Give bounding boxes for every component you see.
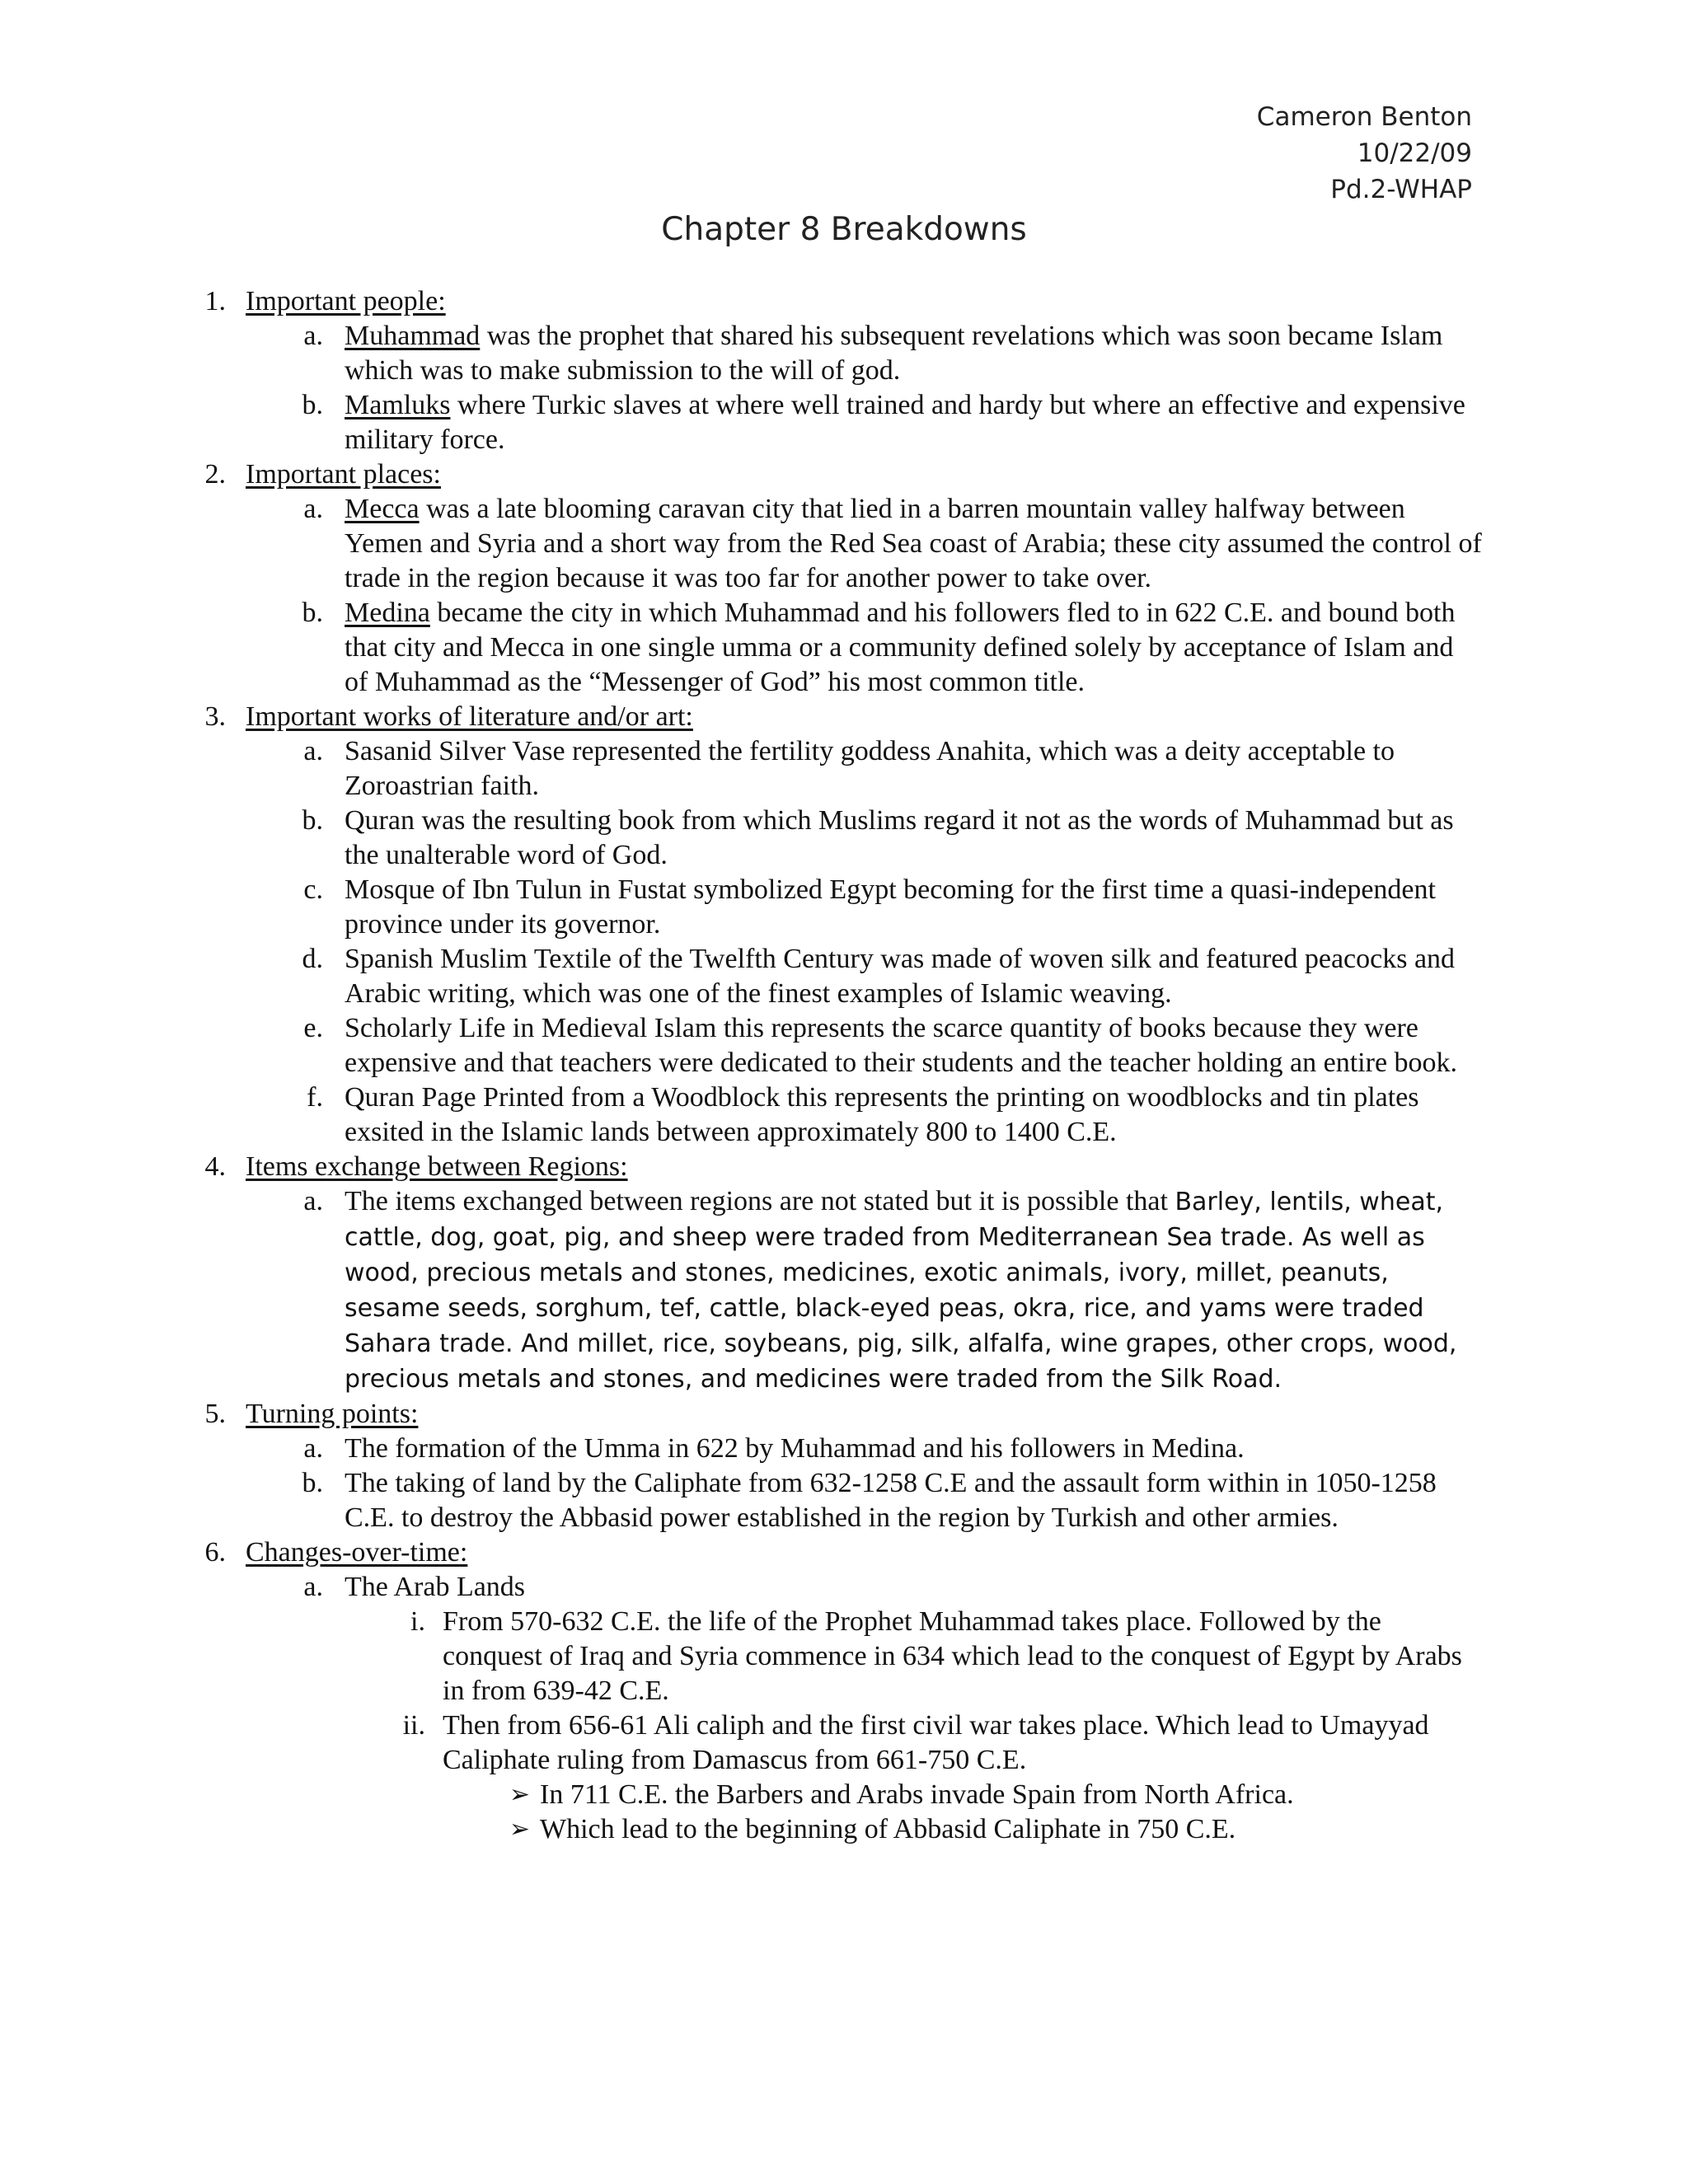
key-term: Medina: [345, 598, 430, 628]
section-number: 1.: [204, 286, 226, 316]
list-item: [0, 596, 1688, 700]
item-roman: ii.: [402, 1710, 425, 1741]
item-letter: d.: [302, 944, 323, 974]
item-text: was the prophet that shared his subsequent revelations which was soon became Islam which was to make submission to the will of god.: [345, 321, 1443, 386]
list-item: [0, 804, 1688, 873]
item-letter: b.: [302, 1468, 323, 1498]
item-letter: c.: [303, 874, 323, 905]
item-text: was a late blooming caravan city that lied in a barren mountain valley halfway between Yemen and Syria and a short way from the Red Sea coast of Arabia; these city assumed the control of trade in the region because it was too far for another power to take over.: [345, 494, 1482, 593]
section-important-people: [0, 284, 1688, 319]
list-item: [0, 1184, 1688, 1397]
item-letter: b.: [302, 598, 323, 628]
document-date: 10/22/09: [1357, 138, 1472, 168]
item-letter: f.: [307, 1082, 323, 1113]
author-header: [1257, 99, 1472, 208]
item-letter: a.: [303, 321, 323, 351]
item-text: Sasanid Silver Vase represented the fertility goddess Anahita, which was a deity acceptable to Zoroastrian faith.: [345, 736, 1395, 801]
key-term: Mamluks: [345, 390, 451, 420]
item-text: Quran was the resulting book from which Muslims regard it not as the words of Muhammad but as the unalterable word of God.: [345, 805, 1454, 870]
item-text: became the city in which Muhammad and his followers fled to in 622 C.E. and bound both that city and Mecca in one single umma or a community defined solely by acceptance of Islam and of Muhammad as the “Messenger of God” his most common title.: [345, 598, 1456, 697]
item-text: Which lead to the beginning of Abbasid Caliphate in 750 C.E.: [540, 1814, 1236, 1844]
key-term: Muhammad: [345, 321, 481, 351]
list-item: [0, 492, 1688, 596]
item-text: In 711 C.E. the Barbers and Arabs invade Spain from North Africa.: [540, 1779, 1294, 1810]
arrow-bullet-icon: ➢: [509, 1781, 530, 1808]
section-heading: Turning points:: [246, 1399, 419, 1429]
list-item: [0, 388, 1688, 457]
bullet-item: [0, 1778, 1688, 1812]
list-item: [0, 942, 1688, 1011]
list-item: [0, 734, 1688, 804]
item-letter: a.: [303, 1186, 323, 1216]
item-text: Then from 656-61 Ali caliph and the first civil war takes place. Which lead to Umayyad Caliphate ruling from Damascus from 661-750 C.E.: [443, 1710, 1429, 1775]
section-heading: Important people:: [246, 286, 446, 316]
item-text: The Arab Lands: [345, 1572, 526, 1602]
item-letter: b.: [302, 390, 323, 420]
list-item: [0, 1432, 1688, 1466]
sub-list-item: [0, 1708, 1688, 1778]
item-letter: a.: [303, 494, 323, 524]
section-items-exchange: [0, 1150, 1688, 1184]
outline-body: [0, 284, 1688, 1847]
item-letter: a.: [303, 1572, 323, 1602]
key-term: Mecca: [345, 494, 420, 524]
section-works-literature-art: [0, 700, 1688, 734]
item-letter: e.: [303, 1013, 323, 1043]
item-text-sans: Barley, lentils, wheat, cattle, dog, goat, pig, and sheep were traded from Mediterranean Sea trade. As well as wood, precious metals and stones, medicines, exotic animals, ivory, millet, peanuts, sesame seeds, sorghum, tef, cattle, black-eyed peas, okra, rice, and yams were traded Sahara trade. And millet, rice, soybeans, pig, silk, alfalfa, wine grapes, other crops, wood, precious metals and stones, and medicines were traded from the Silk Road.: [345, 1188, 1457, 1394]
section-number: 5.: [204, 1399, 226, 1429]
item-letter: a.: [303, 1433, 323, 1464]
item-text: where Turkic slaves at where well trained and hardy but where an effective and expensive military force.: [345, 390, 1465, 455]
item-text: From 570-632 C.E. the life of the Prophet Muhammad takes place. Followed by the conquest of Iraq and Syria commence in 634 which lead to the conquest of Egypt by Arabs in from 639-42 C.E.: [443, 1606, 1462, 1706]
section-turning-points: [0, 1397, 1688, 1432]
item-text: Scholarly Life in Medieval Islam this represents the scarce quantity of books because they were expensive and that teachers were dedicated to their students and the teacher holding an entire book.: [345, 1013, 1458, 1078]
item-letter: a.: [303, 736, 323, 766]
item-letter: b.: [302, 805, 323, 836]
item-roman: i.: [410, 1606, 425, 1637]
page-title: Chapter 8 Breakdowns: [661, 211, 1027, 248]
section-heading: Items exchange between Regions:: [246, 1151, 628, 1182]
item-text: The formation of the Umma in 622 by Muhammad and his followers in Medina.: [345, 1433, 1245, 1464]
section-heading: Changes-over-time:: [246, 1537, 468, 1568]
list-item: [0, 1570, 1688, 1605]
section-number: 4.: [204, 1151, 226, 1182]
list-item: [0, 1080, 1688, 1150]
item-text: The taking of land by the Caliphate from 632-1258 C.E and the assault form within in 1050-1258 C.E. to destroy the Abbasid power established in the region by Turkish and other armies.: [345, 1468, 1437, 1533]
item-text: Mosque of Ibn Tulun in Fustat symbolized Egypt becoming for the first time a quasi-independent province under its governor.: [345, 874, 1436, 940]
class-period: Pd.2-WHAP: [1330, 175, 1472, 204]
item-text: Quran Page Printed from a Woodblock this represents the printing on woodblocks and tin plates exsited in the Islamic lands between approximately 800 to 1400 C.E.: [345, 1082, 1419, 1147]
list-item: [0, 319, 1688, 388]
item-text: The items exchanged between regions are not stated but it is possible that: [345, 1186, 1175, 1216]
list-item: [0, 1011, 1688, 1080]
sub-list-item: [0, 1605, 1688, 1708]
section-heading: Important places:: [246, 459, 441, 490]
section-important-places: [0, 457, 1688, 492]
list-item: [0, 1466, 1688, 1535]
list-item: [0, 873, 1688, 942]
arrow-bullet-icon: ➢: [509, 1816, 530, 1843]
section-heading: Important works of literature and/or art:: [246, 701, 693, 732]
bullet-item: [0, 1812, 1688, 1847]
item-text: Spanish Muslim Textile of the Twelfth Century was made of woven silk and featured peacocks and Arabic writing, which was one of the finest examples of Islamic weaving.: [345, 944, 1456, 1009]
section-number: 3.: [204, 701, 226, 732]
section-changes-over-time: [0, 1535, 1688, 1570]
section-number: 2.: [204, 459, 226, 490]
section-number: 6.: [204, 1537, 226, 1568]
author-name: Cameron Benton: [1256, 102, 1472, 132]
